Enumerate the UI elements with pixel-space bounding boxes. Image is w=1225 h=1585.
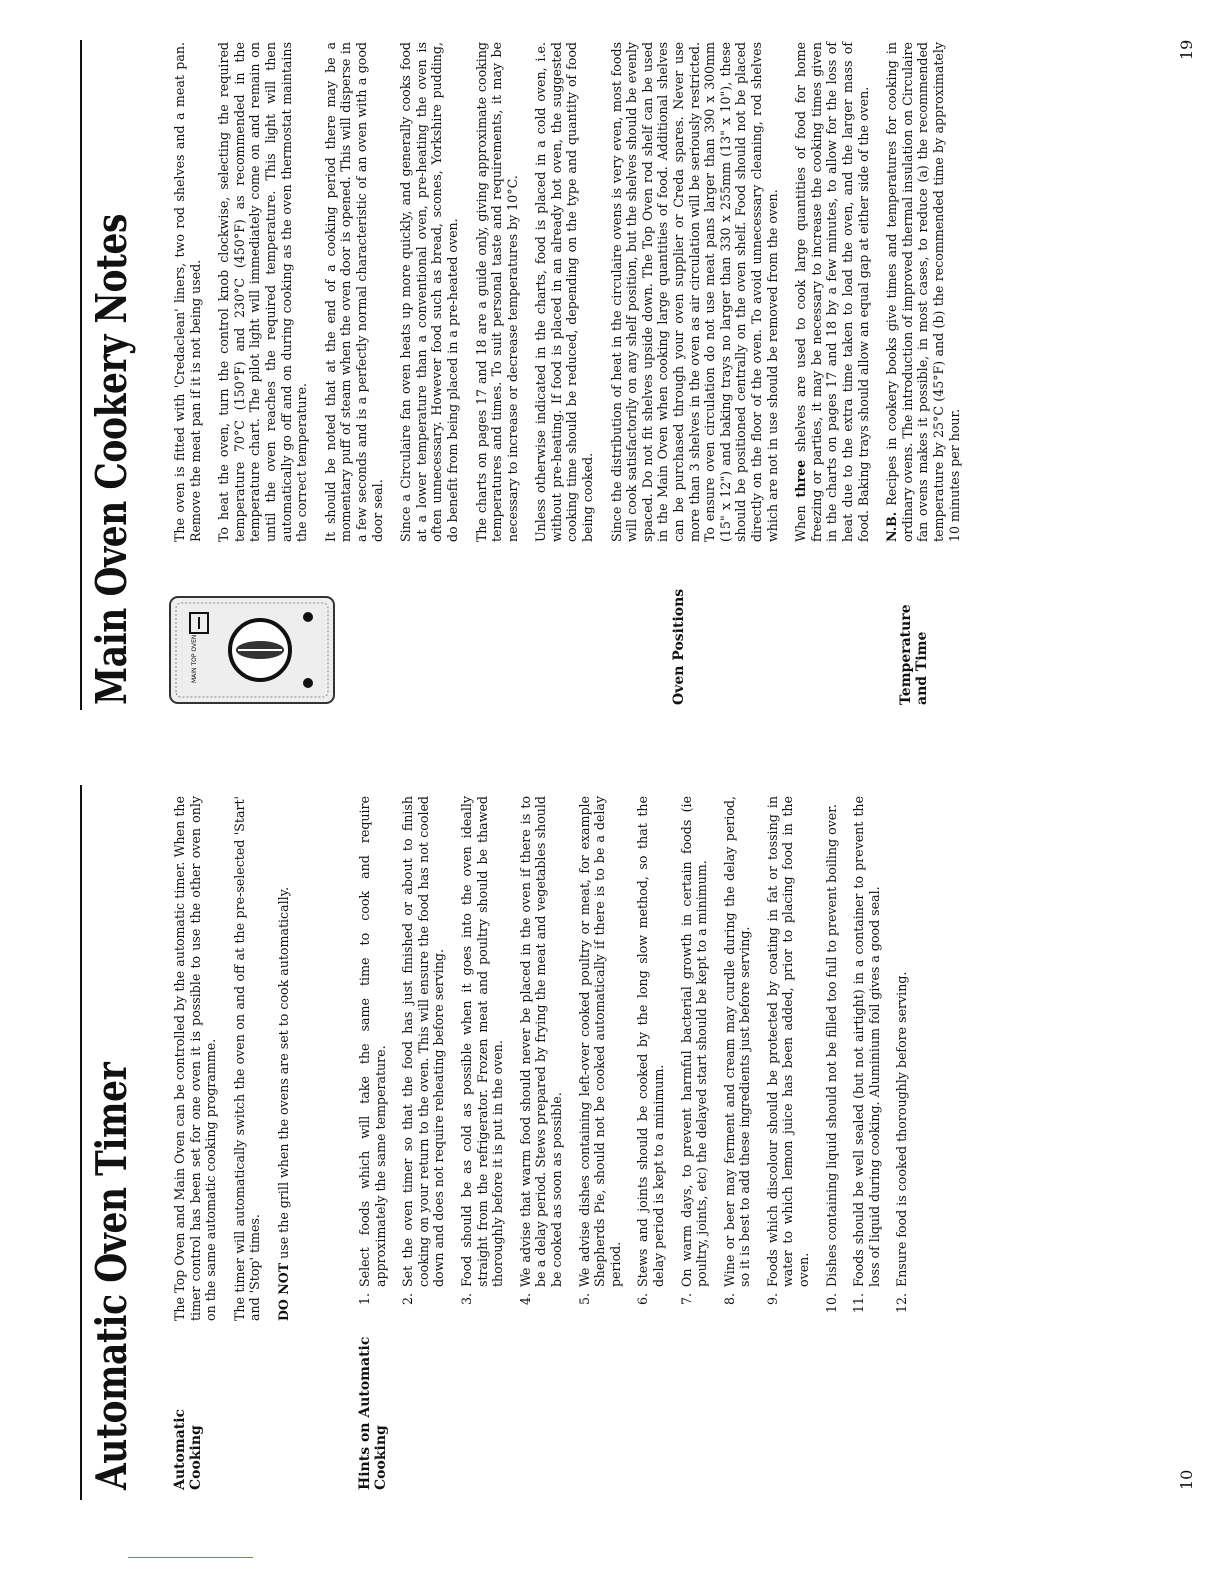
intro-p6: Unless otherwise indicated in the charts, food is placed in a cold oven, i.e. without pre-heating. If food is placed in an already hot oven, the suggested cooking time should be reduced, depending on the type and quantity of food being cooked. bbox=[533, 42, 596, 542]
left-title-rule bbox=[80, 785, 82, 1500]
intro-p3: It should be noted that at the end of a cooking period there may be a momentary puff of steam when the oven door is opened. This will disperse in a few seconds and is a perfectly normal characteristic of an oven with a good door seal. bbox=[322, 42, 385, 542]
list-item: 8. Wine or beer may ferment and cream may curdle during the delay period, so it is best to add these ingredients just before serving. bbox=[721, 796, 753, 1306]
link-underline bbox=[128, 1557, 253, 1558]
dial-label: MAIN TOP OVEN bbox=[191, 634, 198, 683]
left-page-number: 10 bbox=[1177, 1469, 1196, 1490]
list-item: 9. Foods which discolour should be protected by coating in fat or tossing in water to which lemon juice has been added, prior to placing food in the oven. bbox=[764, 796, 812, 1306]
list-item: 12. Ensure food is cooked thoroughly before serving. bbox=[894, 971, 910, 1314]
automatic-cooking-heading: Automatic Cooking bbox=[172, 1408, 204, 1490]
temperature-time-p1: When three shelves are used to cook large quantities of food for home freezing or parties, it may be necessary to increase the cooking times given in the charts on pages 17 and 18 by a few minutes, to allow for the loss of heat due to the extra time taken to load the oven, and the larger mass of food. Baking trays should allow an equal gap at either side of the oven. bbox=[793, 41, 871, 542]
automatic-cooking-p1: The Top Oven and Main Oven can be controlled by the automatic timer. When the timer control has been set for one oven it is possible to use the other oven only on the same automatic cooking programme. bbox=[172, 796, 219, 1321]
oven-positions-heading: Oven Positions bbox=[671, 588, 687, 705]
list-item: 1. Select foods which will take the same time to cook and require approximately the same temperature. bbox=[357, 796, 388, 1306]
cookery-notes-intro bbox=[172, 42, 975, 542]
automatic-cooking-p3: DO NOT use the grill when the ovens are set to cook automatically. bbox=[275, 886, 291, 1321]
list-item: 3. Food should be as cold as possible when it goes into the oven ideally straight from the refrigerator. Frozen meat and poultry should be thawed thoroughly before it is put in the oven. bbox=[458, 796, 506, 1306]
hints-list bbox=[357, 796, 922, 1314]
list-item: 5. We advise dishes containing left-over cooked poultry or meat, for example Shepherds Pie, should not be cooked automatically if there is to be a delay period. bbox=[576, 796, 623, 1306]
temperature-time-heading: Temperature and Time bbox=[898, 604, 930, 705]
oven-control-dial-icon bbox=[168, 595, 336, 705]
intro-p4: Since a Circulaire fan oven heats up more quickly, and generally cooks food at a lower temperature than a conventional oven, pre-heating the oven is often unnecessary. However food such as bread, scones, Yorkshire pudding, do benefit from being placed in a pre-heated oven. bbox=[398, 42, 460, 542]
right-title-rule bbox=[80, 40, 82, 710]
list-item: 4. We advise that warm food should never be placed in the oven if there is to be a delay period. Stews prepared by frying the meat and vegetables should be cooked as soon as possible. bbox=[517, 796, 564, 1306]
intro-p5: The charts on pages 17 and 18 are a guide only, giving approximate cooking temperatures and times. To suit personal taste and requirements, it may be necessary to increase or decrease temperatures by 10°C. bbox=[473, 42, 520, 542]
list-item: 2. Set the oven timer so that the food has just finished or about to finish cooking on your return to the oven. This will ensure the food has not cooled down and does not require reheating before serving. bbox=[400, 796, 447, 1306]
intro-p1: The oven is fitted with 'Credaclean' liners, two rod shelves and a meat pan. Remove the meat pan if it is not being used. bbox=[172, 42, 203, 542]
right-page-title: Main Oven Cookery Notes bbox=[87, 213, 136, 705]
automatic-cooking-p2: The timer will automatically switch the oven on and off at the pre-selected 'Start' and 'Stop' times. bbox=[231, 796, 263, 1321]
right-page-number: 19 bbox=[1177, 39, 1196, 60]
oven-positions-text: Since the distribution of heat in the circulaire ovens is very even, most foods will cook satisfactorily on any shelf position, but the shelves should be evenly spaced. Do not fit shelves upside down. The Top Oven rod shelf can be used in the Main Oven when cooking large quantities of food. Additional shelves can be purchased through your oven supplier or Creda spares. Never use more than 3 shelves in the oven as air circulation will be seriously restricted. To ensure oven circulation do not use meat pans larger than 390 x 300mm (15" x 12") and baking trays no larger than 330 x 255mm (13" x 10"), these should be positioned centrally on the oven shelf. Food should not be placed directly on the floor of the oven. To avoid unnecessary cleaning, rod shelves which are not in use should be removed from the oven. bbox=[608, 42, 780, 542]
automatic-cooking-text bbox=[172, 796, 305, 1321]
list-item: 6. Stews and joints should be cooked by the long slow method, so that the delay period is kept to a minimum. bbox=[635, 796, 666, 1306]
do-not-label: DO NOT bbox=[275, 1262, 291, 1321]
list-item: 10. Dishes containing liquid should not be filled too full to prevent boiling over. bbox=[823, 804, 839, 1314]
left-page-title: Automatic Oven Timer bbox=[87, 1062, 136, 1490]
nb-note: N.B. Recipes in cookery books give times and temperatures for cooking in ordinary ovens. The introduction of improved thermal insulation on Circulaire fan ovens makes it possible, in most cases, to reduce (a) the recommended temperature by 25°C (45°F) and (b) the recommended time by approximately 10 minutes per hour. bbox=[884, 42, 962, 542]
list-item: 11. Foods should be well sealed (but not airtight) in a container to prevent the loss of liquid during cooking. Aluminium foil gives a good seal. bbox=[851, 796, 882, 1314]
list-item: 7. On warm days, to prevent harmful bacterial growth in certain foods (ie poultry, joints, etc) the delayed start should be kept to a minimum. bbox=[678, 796, 710, 1306]
intro-p2: To heat the oven, turn the control knob clockwise, selecting the required temperature 70°C (150°F) and 230°C (450°F) as recommended in the temperature chart. The pilot light will immediately come on and remain on until the oven reaches the required temperature. This light will then automatically go off and on during cooking as the oven thermostat maintains the correct temperature. bbox=[216, 42, 310, 542]
hints-heading: Hints on Automatic Cooking bbox=[357, 1336, 389, 1490]
